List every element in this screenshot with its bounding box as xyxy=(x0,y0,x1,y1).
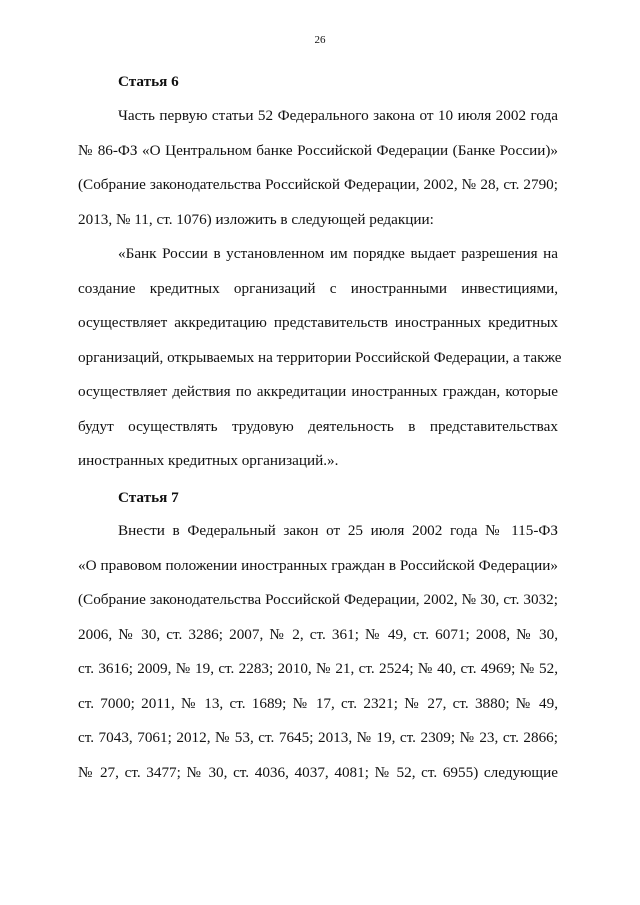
text-line: создание кредитных организаций с иностранными инвестициями, xyxy=(78,279,558,297)
text-line: № 27, ст. 3477; № 30, ст. 4036, 4037, 4081; № 52, ст. 6955) следующие xyxy=(78,763,558,781)
article-6-paragraph-2 xyxy=(78,244,562,486)
text-line: (Собрание законодательства Российской Федерации, 2002, № 28, ст. 2790; xyxy=(78,176,558,193)
text-line: иностранных кредитных организаций.». xyxy=(78,452,339,469)
text-line: организаций, открываемых на территории Российской Федерации, а также xyxy=(78,348,562,366)
text-line: № 86-ФЗ «О Центральном банке Российской Федерации (Банке России)» xyxy=(78,141,558,159)
article-6-heading: Статья 6 xyxy=(118,73,179,90)
text-line: «О правовом положении иностранных граждан в Российской Федерации» xyxy=(78,556,558,574)
text-line: (Собрание законодательства Российской Федерации, 2002, № 30, ст. 3032; xyxy=(78,591,558,608)
text-line: 2006, № 30, ст. 3286; 2007, № 2, ст. 361; № 49, ст. 6071; 2008, № 30, xyxy=(78,625,558,643)
page-number: 26 xyxy=(314,34,326,46)
text-line: ст. 7000; 2011, № 13, ст. 1689; № 17, ст. 2321; № 27, ст. 3880; № 49, xyxy=(78,694,558,712)
text-line: ст. 3616; 2009, № 19, ст. 2283; 2010, № 21, ст. 2524; № 40, ст. 4969; № 52, xyxy=(78,660,558,677)
article-7-paragraph-1 xyxy=(78,521,558,797)
text-line: «Банк России в установленном им порядке выдает разрешения на xyxy=(118,245,558,262)
text-line: Часть первую статьи 52 Федерального закона от 10 июля 2002 года xyxy=(118,107,558,124)
article-6-paragraph-1 xyxy=(78,106,558,244)
text-line: будут осуществлять трудовую деятельность в представительствах xyxy=(78,417,558,435)
text-line: ст. 7043, 7061; 2012, № 53, ст. 7645; 2013, № 19, ст. 2309; № 23, ст. 2866; xyxy=(78,729,558,746)
text-line: осуществляет аккредитацию представительств иностранных кредитных xyxy=(78,314,558,331)
text-line: 2013, № 11, ст. 1076) изложить в следующей редакции: xyxy=(78,210,434,228)
text-line: Внести в Федеральный закон от 25 июля 2002 года № 115-ФЗ xyxy=(118,522,558,539)
article-7-heading: Статья 7 xyxy=(118,489,179,506)
text-line: осуществляет действия по аккредитации иностранных граждан, которые xyxy=(78,383,558,400)
